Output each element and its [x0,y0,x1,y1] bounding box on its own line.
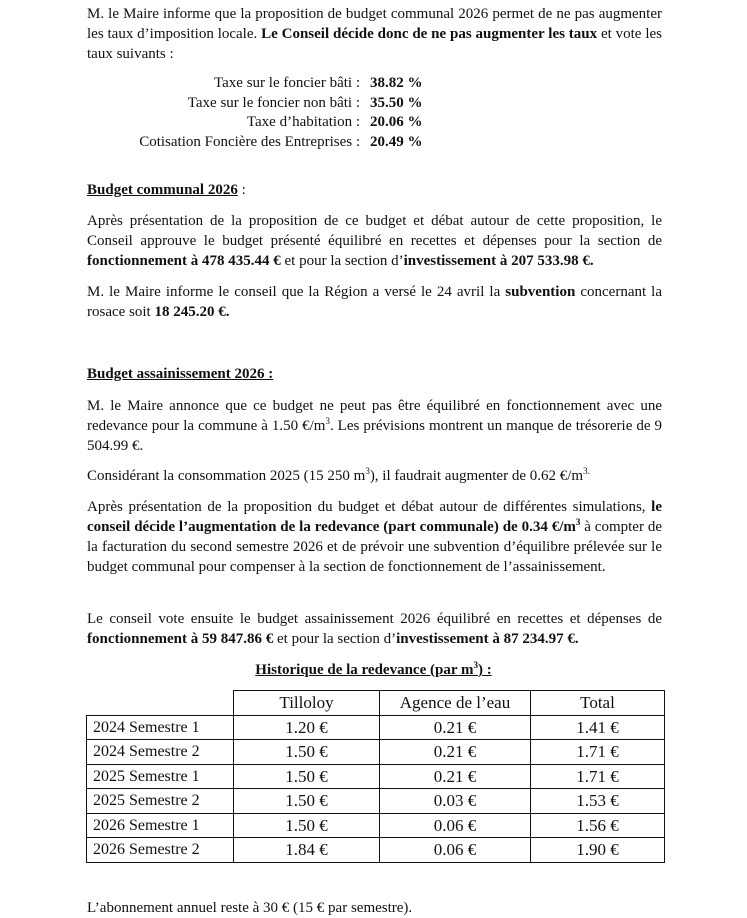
paragraph-text: M. le Maire annonce que ce budget ne peut pas être équilibré en fonctionnement avec une redevance pour la commune à 1.50 €/m [87,398,662,434]
total-cell: 1.41 € [531,715,665,740]
historique-title [0,660,747,680]
paragraph-text: concernant la rosace soit [87,284,662,320]
investissement-amount: investissement à 207 533.98 €. [403,253,594,269]
paragraph-text: Après présentation de la proposition de ce budget et débat autour de cette proposition, le Conseil approuve le budget présenté équilibré en recettes et dépenses pour la section de [87,213,662,249]
agence-cell: 0.03 € [380,789,531,814]
paragraph-text: Considérant la consommation 2025 (15 250 m [87,468,366,484]
table-row [87,813,665,838]
historique-title-text [255,662,491,678]
tax-rates-list [100,74,460,152]
paragraph-text: et pour la section d’ [273,631,397,647]
paragraph-text: à compter de la facturation du second semestre 2026 et de prévoir une subvention d’équilibre prélevée sur le budget communal pour compenser à la section de fonctionnement de l’assainissement. [87,519,662,575]
historique-table [86,690,665,863]
total-cell: 1.90 € [531,838,665,863]
superscript: 3 [365,466,370,476]
row-label: 2026 Semestre 1 [87,813,234,838]
column-header-total: Total [531,691,665,716]
row-label: 2026 Semestre 2 [87,838,234,863]
row-label: 2024 Semestre 2 [87,740,234,765]
assainissement-paragraph-3 [87,497,662,577]
tax-rate-label: Cotisation Foncière des Entreprises : [139,133,360,150]
tax-rate-value: 20.06 % [370,114,423,130]
table-row [87,789,665,814]
agence-cell: 0.21 € [380,764,531,789]
assainissement-paragraph-4 [87,609,662,649]
table-row [87,715,665,740]
tax-rate-label: Taxe sur le foncier non bâti : [187,94,360,111]
title-text-end: ) : [477,662,492,678]
table-row [87,764,665,789]
assainissement-paragraph-1 [87,396,662,456]
tilloloy-cell: 1.50 € [234,789,380,814]
column-header-tilloloy: Tilloloy [234,691,380,716]
budget-assainissement-heading [87,364,273,384]
tax-rate-row [100,113,460,133]
tax-rate-value: 38.82 % [370,75,423,91]
empty-corner-cell [87,691,234,716]
subvention-amount: 18 245.20 €. [154,304,230,320]
heading-suffix: : [237,182,246,198]
section-heading: Budget communal 2026 [87,182,238,198]
agence-cell: 0.06 € [380,813,531,838]
tax-rate-row [100,133,460,153]
paragraph-text: et pour la section d’ [280,253,404,269]
tilloloy-cell: 1.20 € [234,715,380,740]
superscript: 3 [473,660,478,670]
paragraph-text: ), il faudrait augmenter de 0.62 €/m [369,468,584,484]
budget-communal-paragraph [87,211,662,271]
investissement-amount: investissement à 87 234.97 €. [396,631,579,647]
agence-cell: 0.21 € [380,715,531,740]
superscript: 3. [583,466,590,476]
agence-cell: 0.21 € [380,740,531,765]
subvention-label: subvention [505,284,576,300]
total-cell: 1.56 € [531,813,665,838]
title-text: Historique de la redevance (par m [255,662,474,678]
table-header-row [87,691,665,716]
table-row [87,740,665,765]
intro-text-end: et vote les taux suivants : [87,26,662,62]
paragraph-text: Le conseil vote ensuite le budget assainissement 2026 équilibré en recettes et dépenses de [87,611,662,627]
superscript: 3 [575,517,581,527]
paragraph-text: Après présentation de la proposition du budget et débat autour de différentes simulations, [87,499,652,515]
tilloloy-cell: 1.50 € [234,813,380,838]
subvention-paragraph [87,282,662,322]
row-label: 2025 Semestre 2 [87,789,234,814]
fonctionnement-amount: fonctionnement à 478 435.44 € [87,253,281,269]
paragraph-text: M. le Maire informe le conseil que la Région a versé le 24 avril la [87,284,506,300]
row-label: 2024 Semestre 1 [87,715,234,740]
section-heading: Budget assainissement 2026 : [87,366,274,382]
agence-cell: 0.06 € [380,838,531,863]
assainissement-paragraph-2 [87,466,662,486]
tilloloy-cell: 1.50 € [234,740,380,765]
row-label: 2025 Semestre 1 [87,764,234,789]
total-cell: 1.71 € [531,764,665,789]
total-cell: 1.71 € [531,740,665,765]
intro-paragraph [87,4,662,64]
tax-rate-row [100,74,460,94]
intro-decision: Le Conseil décide donc de ne pas augmenter les taux [261,26,598,42]
budget-communal-heading [87,180,246,200]
table-row [87,838,665,863]
tilloloy-cell: 1.50 € [234,764,380,789]
paragraph-text: . Les prévisions montrent un manque de trésorerie de 9 504.99 €. [87,418,662,454]
tax-rate-row [100,94,460,114]
total-cell: 1.53 € [531,789,665,814]
column-header-agence: Agence de l’eau [380,691,531,716]
fonctionnement-amount: fonctionnement à 59 847.86 € [87,631,274,647]
intro-text: M. le Maire informe que la proposition de budget communal 2026 permet de ne pas augmenter les taux d’imposition locale. [87,6,662,42]
tax-rate-value: 35.50 % [370,94,423,111]
tax-rate-label: Taxe d’habitation : [246,114,360,130]
tax-rate-label: Taxe sur le foncier bâti : [214,75,360,91]
tax-rate-value: 20.49 % [370,133,423,150]
superscript: 3 [325,416,330,426]
abonnement-paragraph: L’abonnement annuel reste à 30 € (15 € par semestre). [87,900,413,916]
decision-text-main: le conseil décide l’augmentation de la redevance (part communale) de 0.34 €/m [87,499,662,535]
tilloloy-cell: 1.84 € [234,838,380,863]
